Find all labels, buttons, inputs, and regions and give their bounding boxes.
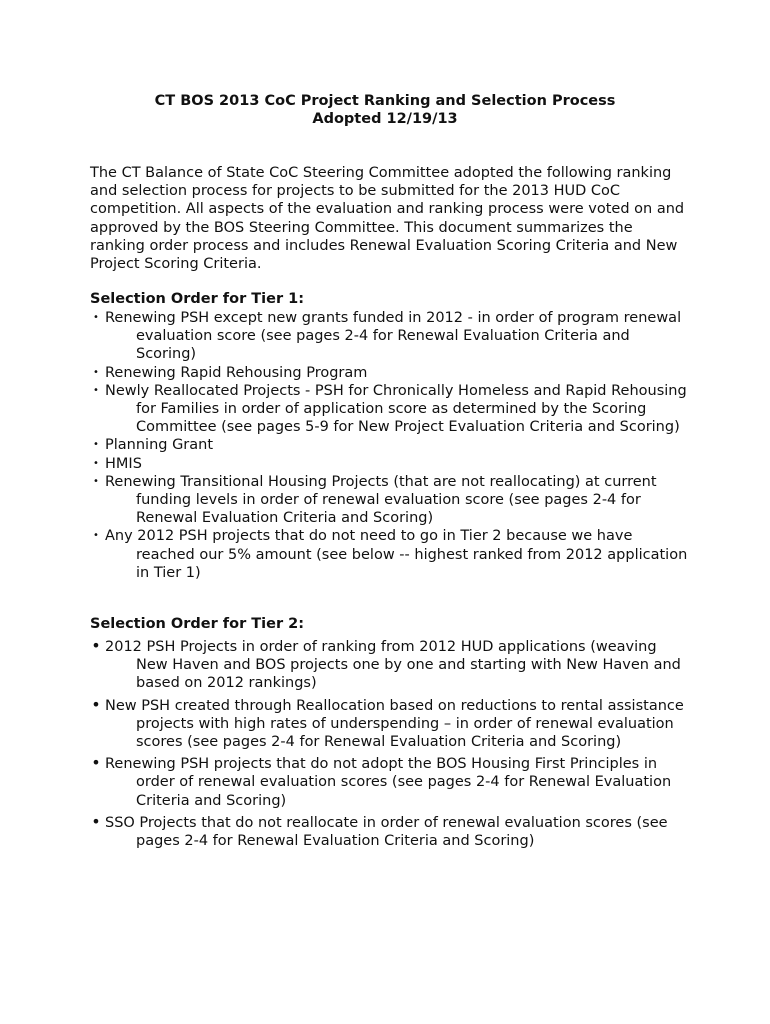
- list-item-text: 2012 PSH Projects in order of ranking from 2012 HUD applications (weaving New Haven and BOS projects one by one and starting with New Haven and based on 2012 rankings): [105, 639, 681, 692]
- adoption-date: Adopted 12/19/13: [312, 111, 458, 127]
- list-item-text: Renewing Rapid Rehousing Program: [105, 364, 368, 381]
- list-item: [90, 811, 690, 850]
- bullet-icon: •: [91, 753, 101, 773]
- bullet-icon: •: [93, 530, 99, 542]
- list-item-text: Renewing Transitional Housing Projects (that are not reallocating) at current funding levels in order of renewal evaluation score (see pages 2-4 for Renewal Evaluation Criteria and Scoring): [105, 473, 657, 527]
- tier1-heading: Selection Order for Tier 1:: [90, 291, 305, 307]
- bullet-icon: •: [93, 384, 99, 396]
- list-item: [90, 473, 690, 528]
- bullet-icon: •: [93, 475, 99, 487]
- bullet-icon: •: [93, 439, 99, 451]
- document-title: CT BOS 2013 CoC Project Ranking and Selection Process: [154, 93, 616, 109]
- tier2-heading: Selection Order for Tier 2:: [90, 616, 305, 632]
- intro-paragraph: The CT Balance of State CoC Steering Committee adopted the following ranking and selection process for projects to be submitted for the 2013 HUD CoC competition. All aspects of the evaluation and ranking process were voted on and approved by the BOS Steering Committee. This document summarizes the ranking order process and includes Renewal Evaluation Scoring Criteria and New Project Scoring Criteria.: [90, 165, 685, 273]
- bullet-icon: •: [91, 811, 101, 831]
- list-item-text: Renewing PSH except new grants funded in 2012 - in order of program renewal evaluation score (see pages 2-4 for Renewal Evaluation Criteria and Scoring): [105, 310, 682, 363]
- bullet-icon: •: [91, 636, 101, 655]
- list-item-text: Newly Reallocated Projects - PSH for Chronically Homeless and Rapid Rehousing for Families in order of application score as determined by the Scoring Committee (see pages 5-9 for New Project Evaluation Criteria and Scoring): [105, 382, 687, 436]
- bullet-icon: •: [93, 312, 99, 323]
- bullet-icon: •: [93, 366, 99, 378]
- bullet-icon: •: [91, 694, 101, 714]
- tier2-list: [90, 638, 690, 854]
- list-item: [90, 455, 690, 473]
- list-item-text: Any 2012 PSH projects that do not need to go in Tier 2 because we have reached our 5% amount (see below -- highest ranked from 2012 application in Tier 1): [105, 528, 688, 581]
- tier1-list: [90, 309, 690, 582]
- list-item-text: HMIS: [105, 455, 142, 472]
- list-item-text: Renewing PSH projects that do not adopt the BOS Housing First Principles in order of renewal evaluation scores (see pages 2-4 for Renewal Evaluation Criteria and Scoring): [105, 756, 672, 809]
- bullet-icon: •: [93, 457, 99, 469]
- list-item: [90, 436, 690, 454]
- list-item-text: New PSH created through Reallocation based on reductions to rental assistance projects with high rates of underspending – in order of renewal evaluation scores (see pages 2-4 for Renewal Evaluation Criteria and Scoring): [105, 697, 684, 751]
- list-item: [90, 364, 690, 382]
- list-item: [90, 382, 690, 437]
- list-item: [90, 755, 690, 810]
- list-item-text: SSO Projects that do not reallocate in order of renewal evaluation scores (see pages 2-4 for Renewal Evaluation Criteria and Scoring): [105, 814, 668, 850]
- list-item: [90, 527, 690, 582]
- list-item: [90, 638, 690, 693]
- list-item: [90, 309, 690, 364]
- list-item-text: Planning Grant: [105, 437, 214, 454]
- list-item: [90, 694, 690, 752]
